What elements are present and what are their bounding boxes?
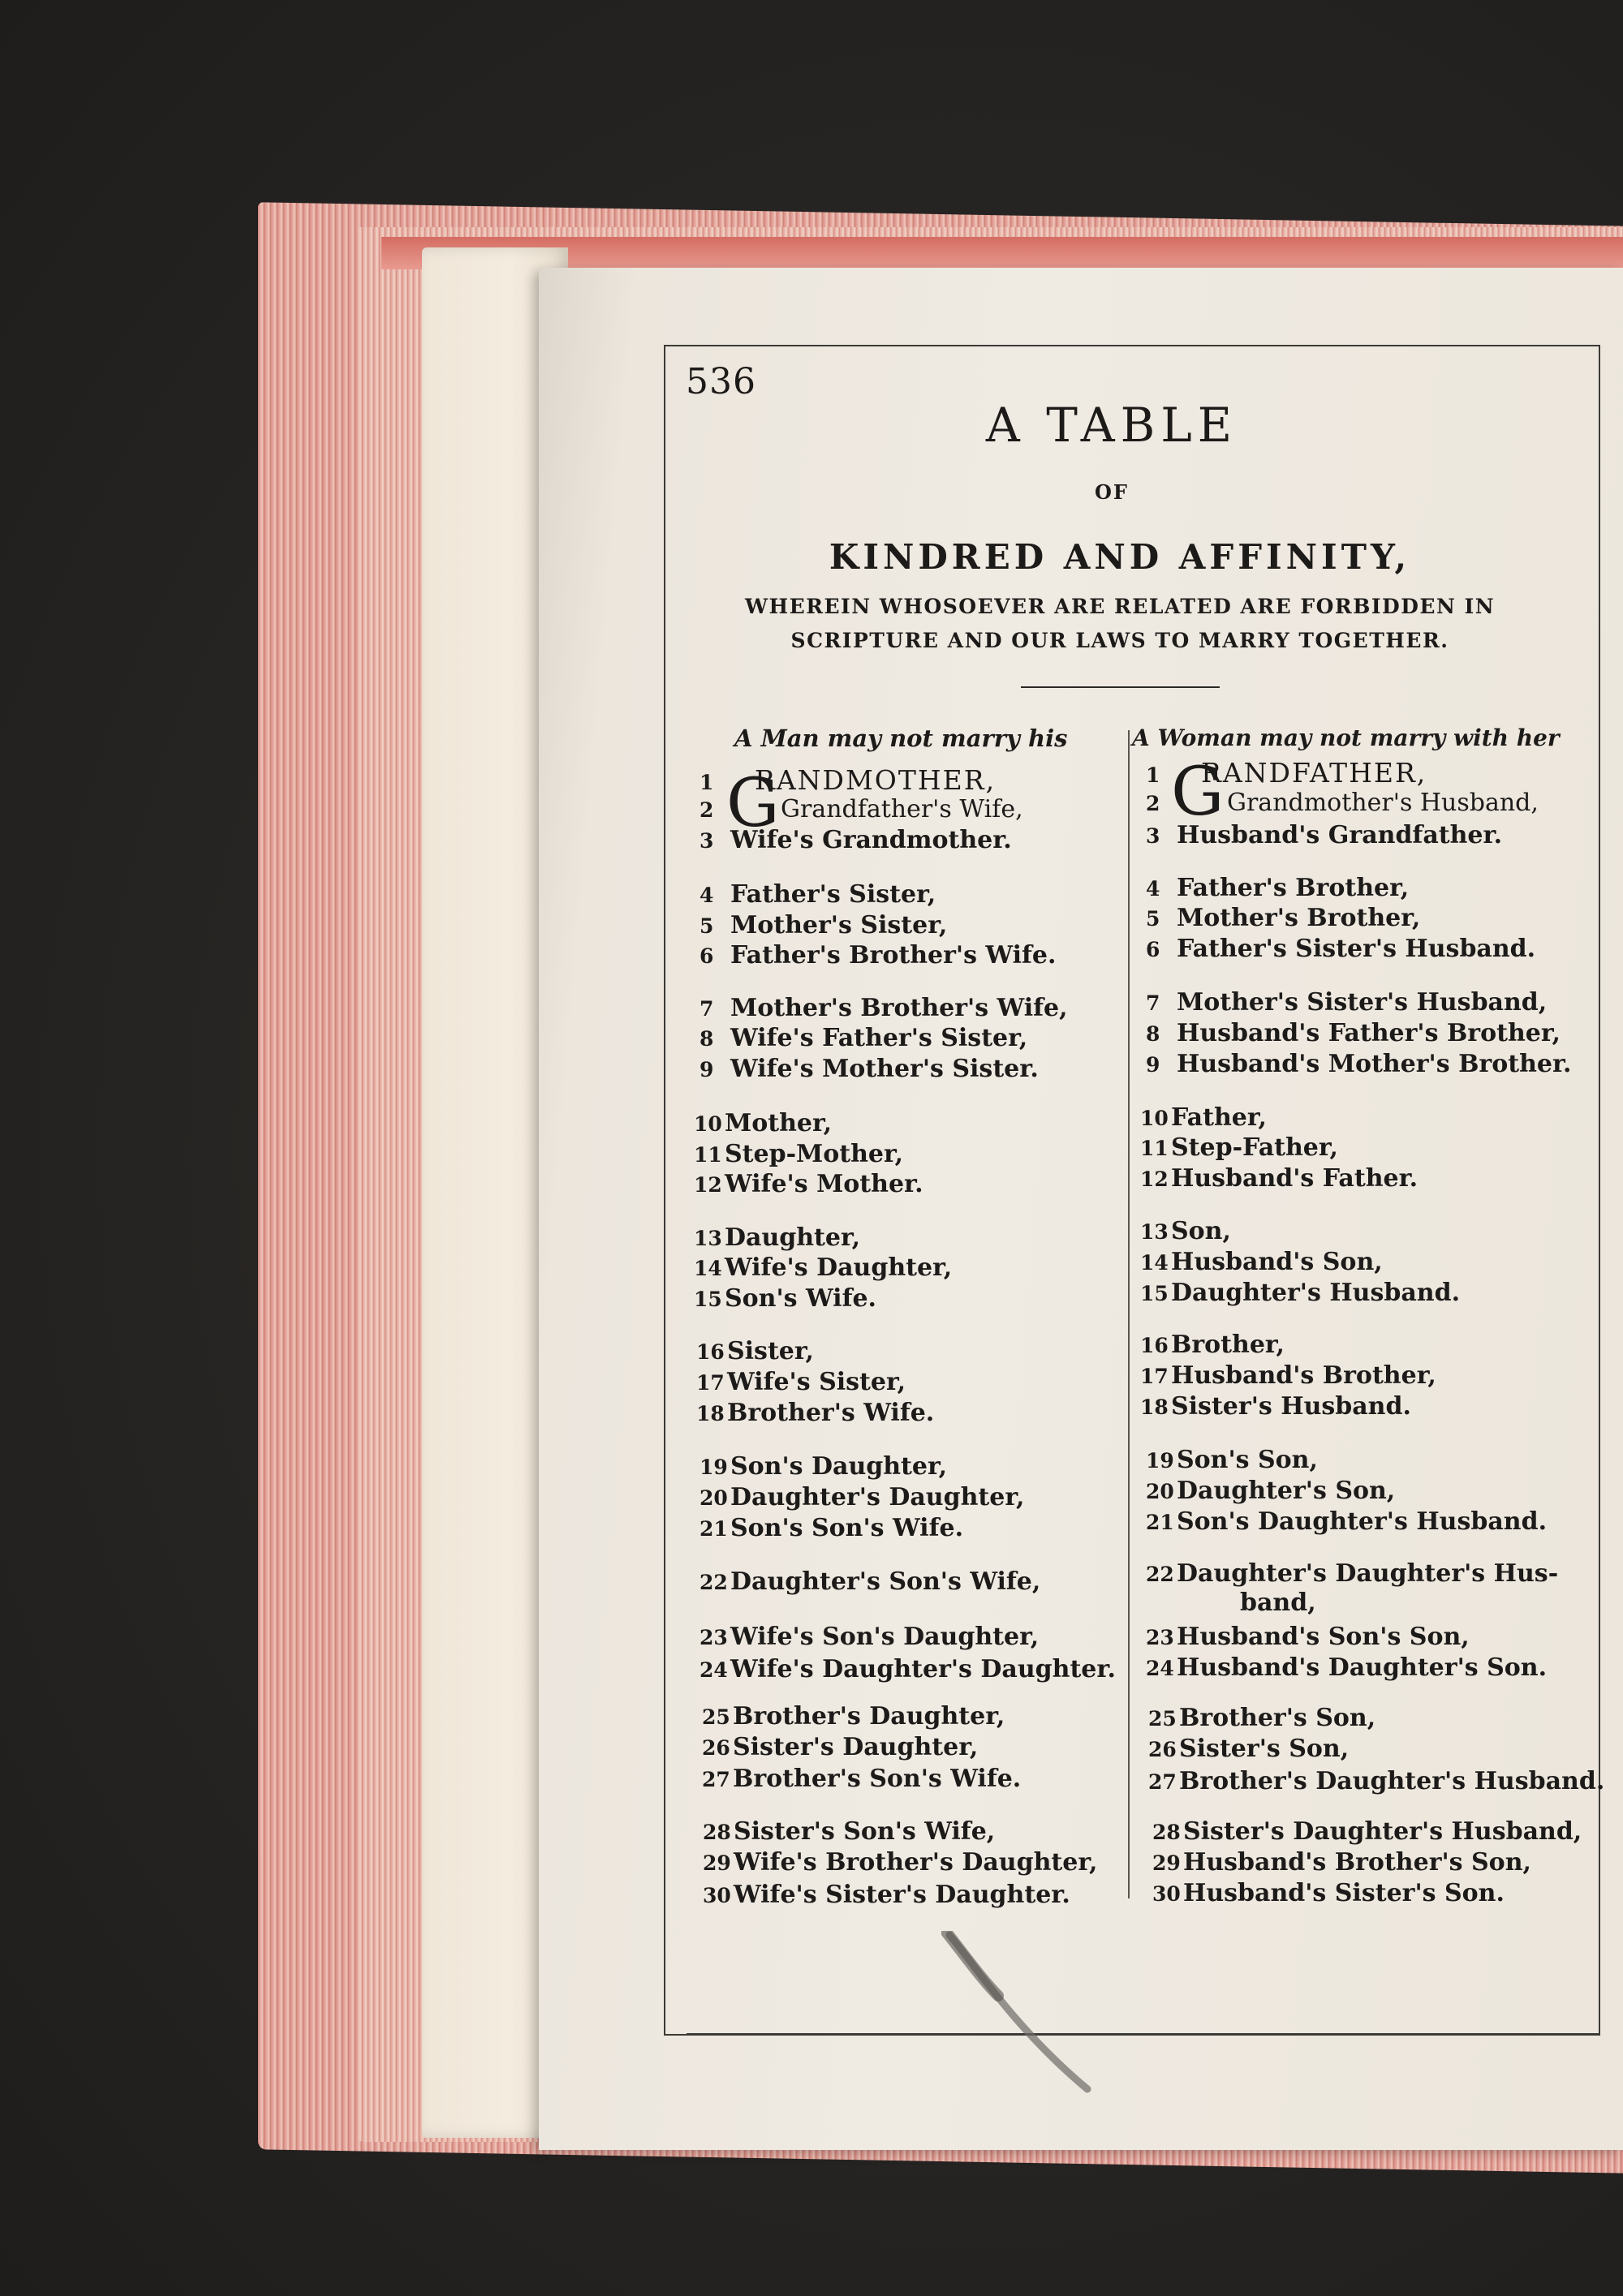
right-entry-text: Son's Daughter's Husband. xyxy=(1177,1507,1548,1536)
right-entry-number: 5 xyxy=(1146,907,1160,931)
right-entry-text: Grandmother's Husband, xyxy=(1227,789,1539,817)
left-entry-number: 30 xyxy=(703,1884,731,1907)
left-entry-number: 1 xyxy=(700,771,714,794)
right-entry-text: Step-Father, xyxy=(1171,1133,1338,1162)
right-entry-number: 29 xyxy=(1152,1851,1181,1875)
left-entry-text: Wife's Grandmother. xyxy=(730,826,1012,854)
left-entry xyxy=(700,1567,1040,1596)
right-dropcap: G xyxy=(1171,754,1225,831)
left-entry-number: 21 xyxy=(700,1517,728,1541)
left-entry xyxy=(702,1702,1005,1731)
left-entry xyxy=(696,1399,934,1427)
left-entry-text: Son's Son's Wife. xyxy=(730,1514,964,1542)
right-column-heading: A Woman may not marry with her xyxy=(1132,724,1560,751)
right-entry-number: 1 xyxy=(1146,763,1160,787)
right-entry xyxy=(1146,1446,1318,1474)
left-entry-number: 23 xyxy=(700,1626,728,1649)
title-connector: OF xyxy=(1095,480,1129,504)
left-entry-text: Wife's Sister, xyxy=(727,1368,906,1396)
left-entry-number: 28 xyxy=(703,1821,731,1844)
right-entry-number: 23 xyxy=(1146,1626,1174,1649)
left-entry xyxy=(702,1733,978,1761)
left-entry-text: RANDMOTHER, xyxy=(755,764,997,796)
right-entry-text: Son's Son, xyxy=(1177,1446,1318,1474)
right-entry-number: 28 xyxy=(1152,1821,1181,1844)
left-entry-number: 27 xyxy=(702,1768,730,1791)
right-entry-text: Daughter's Husband. xyxy=(1171,1279,1461,1307)
left-entry-number: 16 xyxy=(696,1340,725,1364)
right-entry-number: 30 xyxy=(1152,1882,1181,1906)
left-entry-number: 12 xyxy=(694,1173,722,1197)
left-entry xyxy=(694,1140,903,1168)
left-entry-text: Sister's Son's Wife, xyxy=(734,1817,996,1846)
left-entry-number: 20 xyxy=(700,1486,728,1510)
right-entry xyxy=(1146,988,1547,1017)
left-entry-text: Son's Wife. xyxy=(725,1284,877,1313)
right-entry-number: 4 xyxy=(1146,877,1160,901)
left-entry xyxy=(700,994,1068,1022)
left-entry xyxy=(700,1452,947,1481)
left-entry-number: 22 xyxy=(700,1571,728,1594)
subtitle-line-1: WHEREIN WHOSOEVER ARE RELATED ARE FORBIDDEN IN xyxy=(744,595,1496,618)
left-entry xyxy=(700,1514,963,1542)
left-entry-text: Daughter, xyxy=(725,1223,861,1252)
right-entry-number: 26 xyxy=(1148,1738,1177,1761)
left-column-heading: A Man may not marry his xyxy=(734,724,1068,752)
left-dropcap: G xyxy=(726,765,780,842)
left-entry xyxy=(702,1765,1021,1793)
right-entry-text: Husband's Brother's Son, xyxy=(1183,1848,1531,1877)
right-entry xyxy=(1209,1589,1316,1617)
right-entry-number: 9 xyxy=(1146,1053,1160,1077)
right-entry-text: Husband's Daughter's Son. xyxy=(1177,1653,1548,1682)
right-entry-number: 3 xyxy=(1146,824,1160,848)
right-entry-number: 24 xyxy=(1146,1657,1174,1680)
right-entry-text: Husband's Sister's Son. xyxy=(1183,1879,1505,1907)
right-entry xyxy=(1146,1507,1547,1536)
right-entry-number: 2 xyxy=(1146,792,1160,815)
right-entry-text: Daughter's Son, xyxy=(1177,1477,1396,1505)
column-divider xyxy=(1128,730,1130,1898)
pencil-mark xyxy=(941,1931,1096,2093)
right-entry xyxy=(1146,1050,1572,1078)
right-entry xyxy=(1146,1019,1561,1047)
right-entry xyxy=(1140,1392,1411,1421)
left-entry-text: Sister's Daughter, xyxy=(733,1733,979,1761)
right-entry-text: Brother's Daughter's Husband. xyxy=(1179,1767,1605,1795)
right-entry xyxy=(1140,1217,1231,1245)
right-entry-text: Husband's Father. xyxy=(1171,1164,1419,1193)
left-entry-text: Grandfather's Wife, xyxy=(781,795,1023,823)
left-entry-number: 9 xyxy=(700,1058,714,1081)
right-entry-number: 15 xyxy=(1140,1282,1169,1305)
right-entry-number: 18 xyxy=(1140,1395,1169,1419)
page-title: A TABLE xyxy=(985,398,1238,453)
left-entry-text: Wife's Daughter, xyxy=(725,1253,953,1282)
left-entry xyxy=(696,1337,814,1365)
right-entry xyxy=(1148,1735,1349,1763)
right-entry-text: Sister's Husband. xyxy=(1171,1392,1411,1421)
right-entry xyxy=(1146,1477,1395,1505)
left-entry xyxy=(700,1483,1024,1511)
right-entry xyxy=(1146,935,1535,963)
subtitle-line-2: SCRIPTURE AND OUR LAWS TO MARRY TOGETHER. xyxy=(790,629,1449,652)
right-entry-text: Daughter's Daughter's Hus- xyxy=(1177,1559,1559,1588)
right-entry-text: Mother's Brother, xyxy=(1177,904,1421,932)
left-entry xyxy=(700,911,947,939)
right-entry-number: 10 xyxy=(1140,1107,1169,1130)
left-entry-number: 13 xyxy=(694,1227,722,1250)
right-entry-text: Husband's Son, xyxy=(1171,1248,1383,1276)
right-entry xyxy=(1140,1164,1418,1193)
right-entry xyxy=(1146,1559,1558,1588)
right-entry-text: Brother's Son, xyxy=(1179,1704,1376,1732)
right-entry-text: Husband's Mother's Brother. xyxy=(1177,1050,1572,1078)
left-entry-number: 25 xyxy=(702,1705,730,1729)
left-entry-number: 18 xyxy=(696,1402,725,1425)
left-entry-number: 10 xyxy=(694,1112,722,1136)
left-entry-text: Wife's Mother. xyxy=(725,1170,923,1198)
right-entry xyxy=(1146,904,1420,932)
right-entry xyxy=(1148,1704,1375,1732)
right-entry xyxy=(1146,874,1409,902)
left-entry-text: Sister, xyxy=(727,1337,814,1365)
right-entry xyxy=(1140,1331,1285,1359)
right-entry-text: Sister's Daughter's Husband, xyxy=(1183,1817,1582,1846)
right-entry-number: 19 xyxy=(1146,1449,1174,1473)
right-entry-number: 6 xyxy=(1146,938,1160,961)
right-entry-number: 8 xyxy=(1146,1022,1160,1046)
left-entry xyxy=(694,1109,832,1137)
right-entry-text: Son, xyxy=(1171,1217,1231,1245)
right-entry-number: 13 xyxy=(1140,1220,1169,1244)
left-entry-text: Son's Daughter, xyxy=(730,1452,948,1481)
right-entry xyxy=(1140,1103,1267,1132)
left-entry-text: Mother's Brother's Wife, xyxy=(730,994,1068,1022)
right-entry-number: 14 xyxy=(1140,1251,1169,1275)
right-entry-number: 21 xyxy=(1146,1511,1174,1534)
left-entry-number: 7 xyxy=(700,997,714,1021)
right-entry xyxy=(1148,1767,1604,1795)
left-entry-text: Father's Sister, xyxy=(730,880,936,909)
left-entry-number: 14 xyxy=(694,1257,722,1280)
left-entry-text: Mother's Sister, xyxy=(730,911,948,939)
left-entry-number: 29 xyxy=(703,1851,731,1875)
frame-bottom-rule xyxy=(687,2033,1599,2036)
left-entry-text: Father's Brother's Wife. xyxy=(730,941,1057,970)
left-entry-text: Wife's Son's Daughter, xyxy=(730,1623,1040,1651)
left-entry xyxy=(703,1881,1070,1909)
left-entry-number: 5 xyxy=(700,914,714,938)
left-entry xyxy=(696,1368,906,1396)
left-entry-text: Mother, xyxy=(725,1109,833,1137)
left-entry-number: 4 xyxy=(700,884,714,907)
right-entry-text: Husband's Brother, xyxy=(1171,1361,1436,1390)
right-entry-text: Husband's Father's Brother, xyxy=(1177,1019,1561,1047)
left-entry-text: Brother's Daughter, xyxy=(733,1702,1005,1731)
left-entry xyxy=(700,1623,1039,1651)
right-entry xyxy=(1146,1623,1470,1651)
right-entry-text: Brother, xyxy=(1171,1331,1285,1359)
left-entry xyxy=(700,941,1056,970)
left-entry-number: 11 xyxy=(694,1143,722,1167)
left-entry-number: 15 xyxy=(694,1288,722,1311)
left-entry xyxy=(694,1223,860,1252)
right-entry xyxy=(1152,1879,1505,1907)
left-entry-number: 6 xyxy=(700,944,714,968)
left-entry-number: 3 xyxy=(700,829,714,853)
left-entry-number: 24 xyxy=(700,1658,728,1682)
left-entry xyxy=(700,1655,1116,1683)
right-entry-text: RANDFATHER, xyxy=(1201,757,1427,789)
heading-divider xyxy=(1021,686,1220,688)
right-entry-text: Father, xyxy=(1171,1103,1267,1132)
right-entry-text: Father's Brother, xyxy=(1177,874,1410,902)
left-entry-text: Brother's Wife. xyxy=(727,1399,935,1427)
left-entry-number: 8 xyxy=(700,1027,714,1051)
right-entry-number: 16 xyxy=(1140,1334,1169,1357)
left-entry xyxy=(700,880,936,909)
right-entry-number: 17 xyxy=(1140,1365,1169,1388)
right-entry xyxy=(1152,1848,1531,1877)
right-entry xyxy=(1140,1133,1338,1162)
right-entry-number: 11 xyxy=(1140,1137,1169,1160)
right-entry-text: Mother's Sister's Husband, xyxy=(1177,988,1548,1017)
page-heading: KINDRED AND AFFINITY, xyxy=(829,537,1411,577)
left-entry-text: Wife's Daughter's Daughter. xyxy=(730,1655,1116,1683)
right-entry xyxy=(1146,1653,1547,1682)
left-entry-number: 2 xyxy=(700,798,714,822)
left-entry-text: Wife's Brother's Daughter, xyxy=(734,1848,1098,1877)
right-entry-text: Husband's Grandfather. xyxy=(1177,821,1503,849)
right-entry-number: 20 xyxy=(1146,1480,1174,1503)
right-entry-text: Sister's Son, xyxy=(1179,1735,1350,1763)
right-entry-text: Husband's Son's Son, xyxy=(1177,1623,1470,1651)
right-entry-number: 12 xyxy=(1140,1167,1169,1191)
left-entry xyxy=(703,1848,1097,1877)
left-entry-text: Step-Mother, xyxy=(725,1140,904,1168)
left-entry-text: Wife's Sister's Daughter. xyxy=(734,1881,1070,1909)
page-subtitle xyxy=(714,590,1526,658)
right-entry-text: Father's Sister's Husband. xyxy=(1177,935,1536,963)
left-entry-text: Brother's Son's Wife. xyxy=(733,1765,1022,1793)
right-entry xyxy=(1152,1817,1582,1846)
left-entry-number: 17 xyxy=(696,1371,725,1395)
left-entry xyxy=(700,1055,1039,1083)
right-entry-number: 27 xyxy=(1148,1770,1177,1794)
left-entry xyxy=(694,1253,952,1282)
right-entry-number: 25 xyxy=(1148,1707,1177,1731)
right-entry xyxy=(1140,1361,1436,1390)
left-entry-number: 19 xyxy=(700,1455,728,1479)
left-entry xyxy=(694,1284,876,1313)
right-entry xyxy=(1140,1279,1460,1307)
left-entry-text: Daughter's Daughter, xyxy=(730,1483,1025,1511)
left-entry xyxy=(694,1170,923,1198)
left-entry-text: Wife's Mother's Sister. xyxy=(730,1055,1039,1083)
right-entry-number: 22 xyxy=(1146,1563,1174,1586)
left-entry xyxy=(700,1024,1027,1052)
left-entry xyxy=(703,1817,995,1846)
right-entry-text: band, xyxy=(1240,1589,1316,1617)
left-entry-text: Wife's Father's Sister, xyxy=(730,1024,1028,1052)
left-entry-number: 26 xyxy=(702,1736,730,1760)
right-entry-number: 7 xyxy=(1146,991,1160,1015)
right-entry xyxy=(1140,1248,1383,1276)
page-number: 536 xyxy=(686,361,756,402)
left-entry-text: Daughter's Son's Wife, xyxy=(730,1567,1041,1596)
